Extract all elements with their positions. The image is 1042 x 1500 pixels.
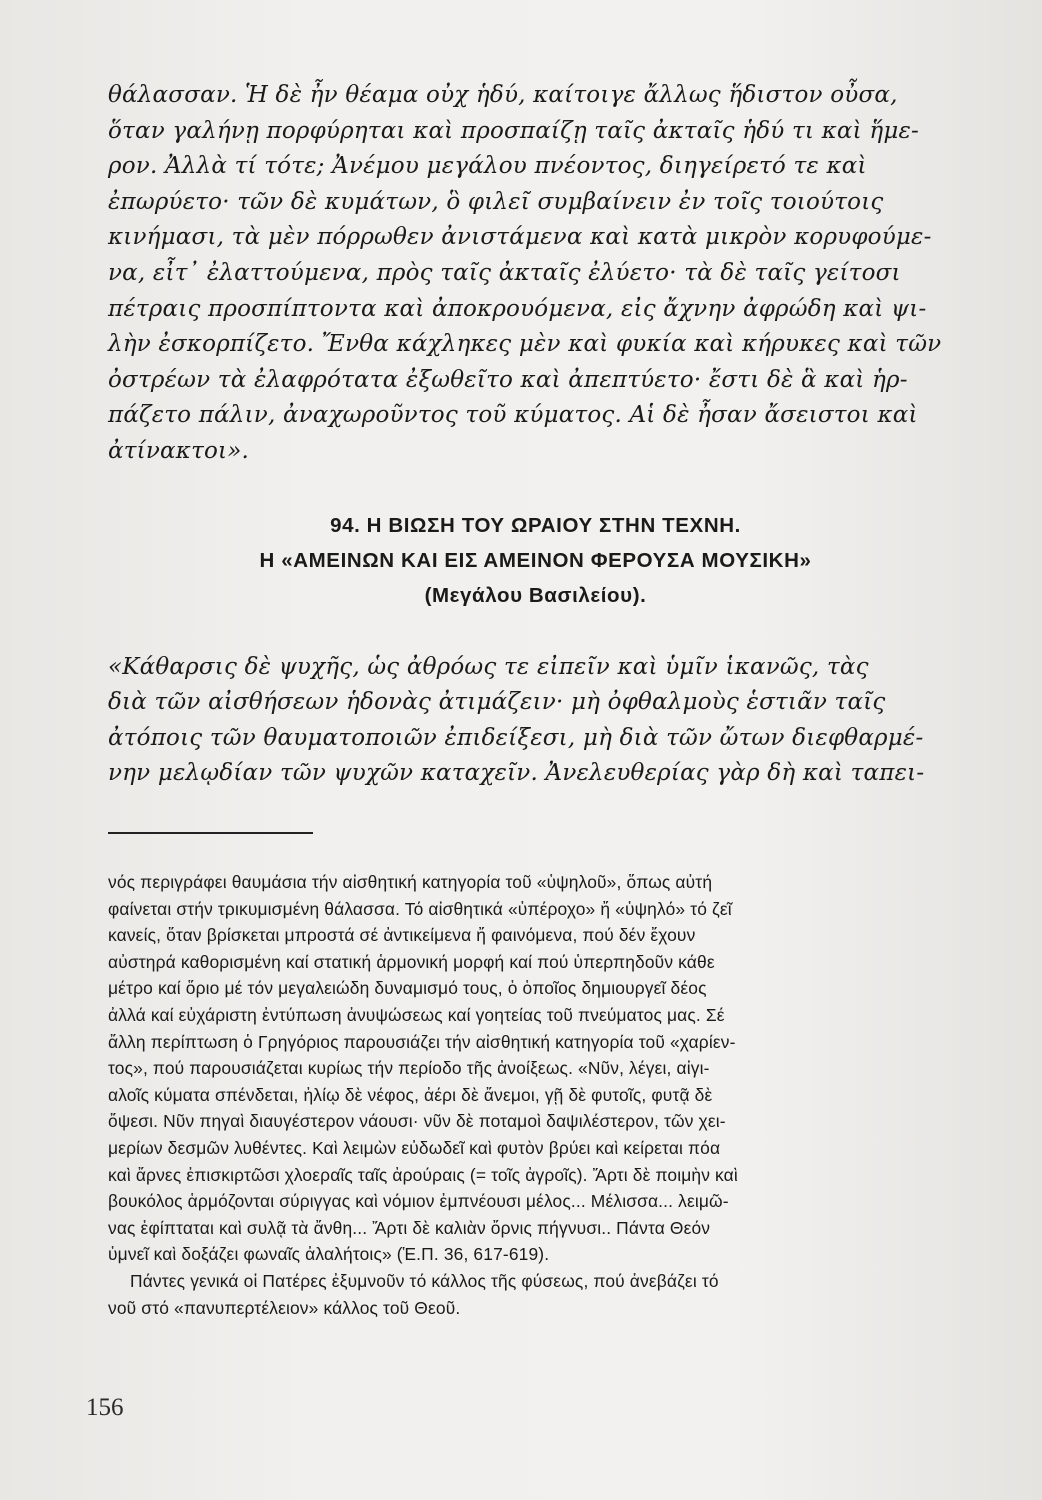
footnote-line: τος», πού παρουσιάζεται κυρίως τήν περίοδο τῆς ἀνοίξεως. «Νῦν, λέγει, αἰγι-	[108, 1058, 710, 1079]
text-line: πάζετο πάλιν, ἀναχωροῦντος τοῦ κύματος. Αἱ δὲ ἦσαν ἄσειστοι καὶ	[108, 402, 918, 429]
text-line: «Κάθαρσις δὲ ψυχῆς, ὡς ἀθρόως τε εἰπεῖν καὶ ὑμῖν ἱκανῶς, τὰς	[108, 654, 869, 680]
footnote-line: ὑμνεῖ καὶ δοξάζει φωναῖς ἀλαλήτοις» (Ἑ.Π. 36, 617-619).	[108, 1244, 550, 1265]
quote-text-block	[108, 650, 963, 792]
footnote-line: Πάντες γενικά οἱ Πατέρες ἐξυμνοῦν τό κάλλος τῆς φύσεως, πού ἀνεβάζει τό	[130, 1270, 719, 1291]
text-line: διὰ τῶν αἰσθήσεων ἡδονὰς ἀτιμάζειν· μὴ ὀφθαλμοὺς ἑστιᾶν ταῖς	[108, 689, 886, 716]
footnote-line: ὄψεσι. Νῦν πηγαὶ διαυγέστερον νάουσι· νῦν δὲ ποταμοὶ δαψιλέστερον, τῶν χει-	[108, 1111, 726, 1132]
footnote-line: ἀλλά καί εὐχάριστη ἐντύπωση ἀνυψώσεως καί γοητείας τοῦ πνεύματος μας. Σέ	[108, 1004, 725, 1025]
text-line: κινήμασι, τὰ μὲν πόρρωθεν ἀνιστάμενα καὶ κατὰ μικρὸν κορυφούμε-	[108, 224, 932, 251]
text-line: πέτραις προσπίπτοντα καὶ ἀποκρουόμενα, εἰς ἄχνην ἀφρώδη καὶ ψι-	[108, 295, 927, 322]
text-line: νην μελῳδίαν τῶν ψυχῶν καταχεῖν. Ἀνελευθερίας γὰρ δὴ καὶ ταπει-	[108, 760, 925, 787]
main-text-block	[108, 78, 963, 470]
footnote-line: νας ἐφίπταται καὶ συλᾷ τὰ ἄνθη... Ἄρτι δὲ καλιὰν ὄρνις πήγνυσι.. Πάντα Θεόν	[108, 1217, 711, 1238]
text-line: ἀτίνακτοι».	[108, 437, 250, 464]
footnote-line: καὶ ἄρνες ἐπισκιρτῶσι χλοεραῖς ταῖς ἀρούραις (= τοῖς ἀγροῖς). Ἄρτι δὲ ποιμὴν καὶ	[108, 1164, 738, 1185]
footnote-line: κανείς, ὅταν βρίσκεται μπροστά σέ ἀντικείμενα ἤ φαινόμενα, πού δέν ἔχουν	[108, 925, 696, 946]
text-line: ρον. Ἀλλὰ τί τότε; Ἀνέμου μεγάλου πνέοντος, διηγείρετό τε καὶ	[108, 153, 867, 180]
text-line: ὀστρέων τὰ ἐλαφρότατα ἐξωθεῖτο καὶ ἀπεπτύετο· ἔστι δὲ ἃ καὶ ἡρ-	[108, 366, 908, 393]
footnote-block	[108, 869, 968, 1321]
text-line: ἀτόποις τῶν θαυματοποιῶν ἐπιδείξεσι, μὴ διὰ τῶν ὤτων διεφθαρμέ-	[108, 724, 924, 751]
section-heading	[108, 508, 963, 613]
footnote-line: ἄλλη περίπτωση ὁ Γρηγόριος παρουσιάζει τήν αἰσθητική κατηγορία τοῦ «χαρίεν-	[108, 1031, 736, 1052]
footnote-line: φαίνεται στήν τρικυμισμένη θάλασσα. Τό αἰσθητικά «ὑπέροχο» ἤ «ὑψηλό» τό ζεῖ	[108, 898, 732, 919]
text-line: θάλασσαν. Ἡ δὲ ἦν θέαμα οὐχ ἡδύ, καίτοιγε ἄλλως ἥδιστον οὖσα,	[108, 82, 898, 108]
page-number: 156	[86, 1394, 124, 1421]
text-line: ὅταν γαλήνῃ πορφύρηται καὶ προσπαίζῃ ταῖς ἀκταῖς ἡδύ τι καὶ ἥμε-	[108, 117, 920, 144]
footnote-separator	[108, 832, 313, 834]
heading-line-attribution: (Μεγάλου Βασιλείου).	[424, 584, 647, 607]
footnote-line: βουκόλος ἁρμόζονται σύριγγας καὶ νόμιον ἐμπνέουσι μέλος... Μέλισσα... λειμῶ-	[108, 1191, 729, 1212]
heading-line-subtitle: Η «ΑΜΕΙΝΩΝ ΚΑΙ ΕΙΣ ΑΜΕΙΝΟΝ ΦΕΡΟΥΣΑ ΜΟΥΣΙΚΗ»	[259, 549, 812, 572]
footnote-line: νός περιγράφει θαυμάσια τήν αἰσθητική κατηγορία τοῦ «ὑψηλοῦ», ὅπως αὐτή	[108, 872, 713, 892]
text-line: ἐπωρύετο· τῶν δὲ κυμάτων, ὃ φιλεῖ συμβαίνειν ἐν τοῖς τοιούτοις	[108, 188, 884, 215]
heading-line-title: 94. Η ΒΙΩΣΗ ΤΟΥ ΩΡΑΙΟΥ ΣΤΗΝ ΤΕΧΝΗ.	[330, 514, 741, 537]
footnote-line: νοῦ στό «πανυπερτέλειον» κάλλος τοῦ Θεοῦ.	[108, 1297, 461, 1318]
text-line: να, εἶτ᾽ ἐλαττούμενα, πρὸς ταῖς ἀκταῖς ἐλύετο· τὰ δὲ ταῖς γείτοσι	[108, 259, 901, 286]
footnote-line: μέτρο καί ὅριο μέ τόν μεγαλειώδη δυναμισμό τους, ὁ ὁποῖος δημιουργεῖ δέος	[108, 978, 707, 999]
footnote-line: αὐστηρά καθορισμένη καί στατική ἁρμονική μορφή καί πού ὑπερπηδοῦν κάθε	[108, 951, 715, 972]
footnote-line: αλοῖς κύματα σπένδεται, ἠλίῳ δὲ νέφος, ἀέρι δὲ ἄνεμοι, γῇ δὲ φυτοῖς, φυτᾷ δὲ	[108, 1084, 713, 1105]
footnote-line: μερίων δεσμῶν λυθέντες. Καὶ λειμὼν εὐδωδεῖ καὶ φυτὸν βρύει καὶ κείρεται πόα	[108, 1137, 721, 1158]
text-line: λὴν ἐσκορπίζετο. Ἔνθα κάχληκες μὲν καὶ φυκία καὶ κήρυκες καὶ τῶν	[108, 331, 942, 358]
